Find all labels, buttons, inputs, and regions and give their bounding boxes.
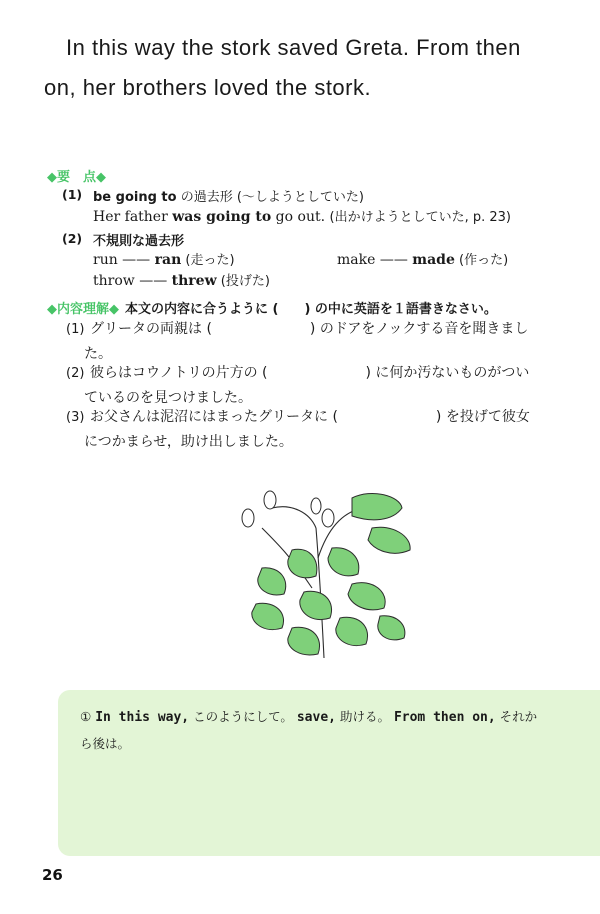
plant-illustration <box>232 488 418 660</box>
story-text <box>44 28 574 108</box>
point-2-title: 不規則な過去形 <box>93 234 185 249</box>
point-1-example: Her father was going to go out. (出かけようとしていた, p. 23) <box>93 209 511 225</box>
key-points-heading: ◆要 点◆ <box>47 170 106 185</box>
question-2: (2) 彼らはコウノトリの片方の ( ) に何か汚ないものがつい ているのを見つけました。 <box>66 365 530 406</box>
comprehension-heading: ◆内容理解◆ 本文の内容に合うように ( ) の中に英語を１語書きなさい。 <box>47 302 497 317</box>
story-line-2: on, her brothers loved the stork. <box>44 75 372 100</box>
comprehension-instruction: 本文の内容に合うように ( ) の中に英語を１語書きなさい。 <box>125 302 497 317</box>
irregular-verb-run: run —— ran (走った) <box>93 252 235 268</box>
vocabulary-note <box>58 690 600 856</box>
point-1-title: be going to の過去形 (〜しようとしていた) <box>93 190 364 205</box>
point-1-number: (1) <box>62 187 83 202</box>
question-1: (1) グリータの両親は ( ) のドアをノックする音を聞きまし た。 <box>66 321 529 362</box>
story-line-1: In this way the stork saved Greta. From then <box>66 35 521 60</box>
irregular-verb-make: make —— made (作った) <box>337 252 509 268</box>
irregular-verb-throw: throw —— threw (投げた) <box>93 273 270 289</box>
point-2-number: (2) <box>62 231 83 246</box>
page-number: 26 <box>42 866 63 884</box>
vocabulary-note-text: ① In this way, このようにして。 save, 助ける。 From then on, それか ら後は。 <box>80 709 538 751</box>
question-3: (3) お父さんは泥沼にはまったグリータに ( ) を投げて彼女 につかまらせ，助け出しました。 <box>66 409 530 450</box>
